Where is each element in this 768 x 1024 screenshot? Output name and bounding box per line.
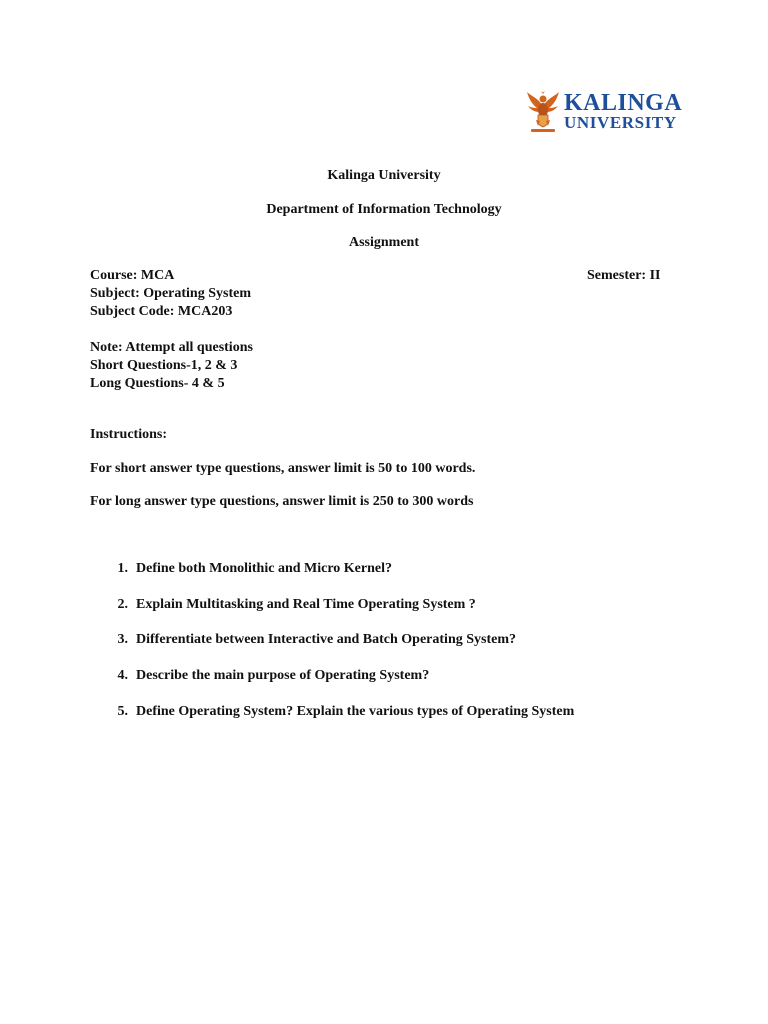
university-logo xyxy=(526,90,683,134)
subject-code-label: Subject Code: MCA203 xyxy=(90,304,233,319)
question-text: Explain Multitasking and Real Time Operating System ? xyxy=(136,597,476,612)
question-number: 5. xyxy=(117,704,128,719)
question-number: 4. xyxy=(117,668,128,683)
question-text: Define both Monolithic and Micro Kernel? xyxy=(136,561,392,576)
instruction-short: For short answer type questions, answer limit is 50 to 100 words. xyxy=(90,461,476,476)
department-name: Department of Information Technology xyxy=(266,202,502,217)
question-text: Describe the main purpose of Operating System? xyxy=(136,668,430,683)
semester-label: Semester: II xyxy=(587,268,661,283)
question-number: 1. xyxy=(117,561,128,576)
question-number: 2. xyxy=(117,597,128,612)
question-text: Define Operating System? Explain the various types of Operating System xyxy=(136,704,575,719)
document-type: Assignment xyxy=(348,235,419,250)
question-text: Differentiate between Interactive and Batch Operating System? xyxy=(136,632,517,647)
question-number: 3. xyxy=(117,632,128,647)
logo-line-1: KALINGA xyxy=(564,90,683,116)
subject-label: Subject: Operating System xyxy=(90,286,251,301)
university-name: Kalinga University xyxy=(327,168,441,183)
course-label: Course: MCA xyxy=(90,268,175,283)
emblem-icon xyxy=(526,90,560,134)
note-line-3: Long Questions- 4 & 5 xyxy=(90,376,225,391)
instructions-heading: Instructions: xyxy=(90,427,168,442)
note-line-1: Note: Attempt all questions xyxy=(90,340,253,355)
instruction-long: For long answer type questions, answer limit is 250 to 300 words xyxy=(90,494,474,509)
note-line-2: Short Questions-1, 2 & 3 xyxy=(90,358,238,373)
logo-line-2: UNIVERSITY xyxy=(564,113,677,132)
